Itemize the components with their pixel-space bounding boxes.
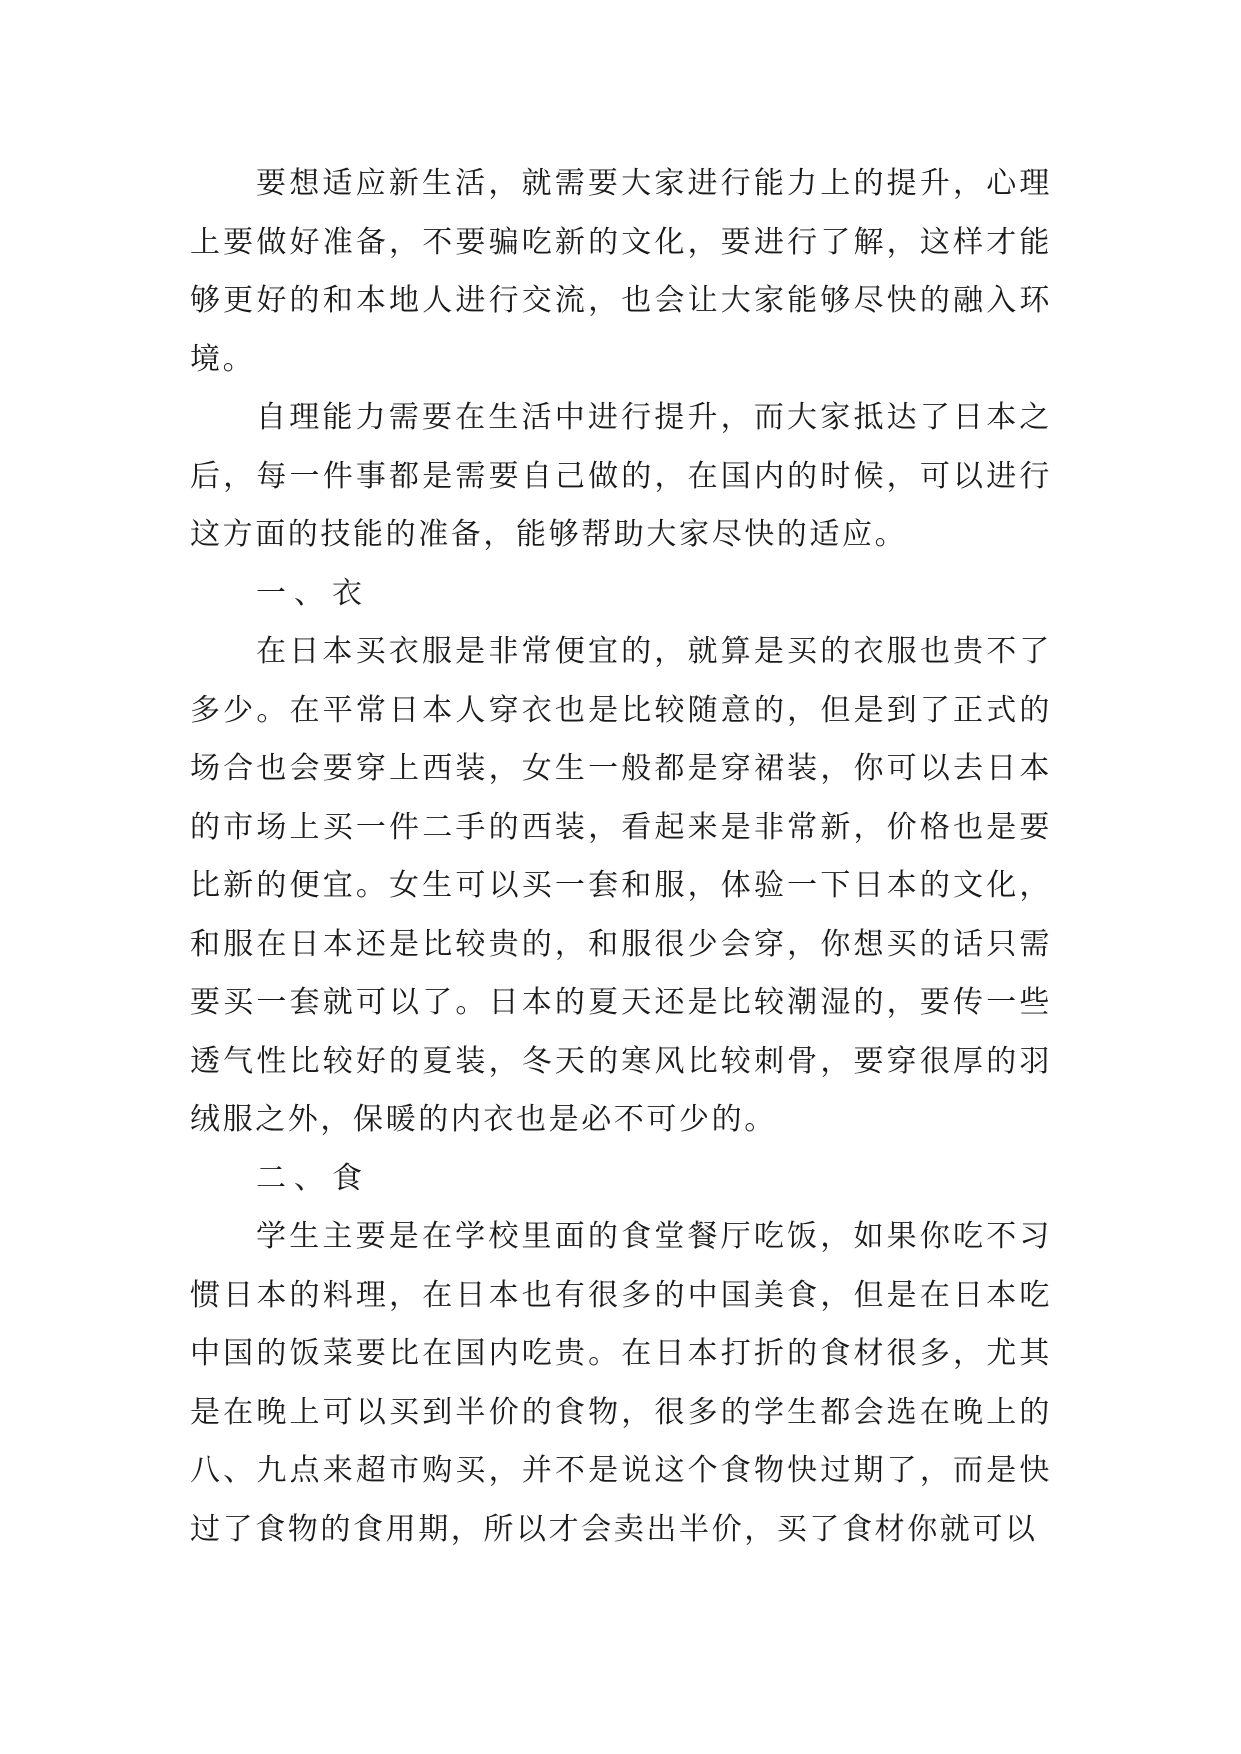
document-body xyxy=(190,155,1052,1559)
section-heading-food: 二、食 xyxy=(256,1160,370,1196)
paragraph-adapt-new-life: 要想适应新生活，就需要大家进行能力上的提升，心理上要做好准备，不要骗吃新的文化，要进行了解，这样才能够更好的和本地人进行交流，也会让大家能够尽快的融入环境。 xyxy=(190,166,1052,377)
paragraph-self-care: 自理能力需要在生活中进行提升，而大家抵达了日本之后，每一件事都是需要自己做的，在国内的时候，可以进行这方面的技能的准备，能够帮助大家尽快的适应。 xyxy=(190,400,1052,552)
paragraph-food: 学生主要是在学校里面的食堂餐厅吃饭，如果你吃不习惯日本的料理，在日本也有很多的中国美食，但是在日本吃中国的饭菜要比在国内吃贵。在日本打折的食材很多，尤其是在晚上可以买到半价的食物，很多的学生都会选在晚上的八、九点来超市购买，并不是说这个食物快过期了，而是快过了食物的食用期，所以才会卖出半价，买了食材你就可以 xyxy=(190,1219,1052,1547)
paragraph-clothing: 在日本买衣服是非常便宜的，就算是买的衣服也贵不了多少。在平常日本人穿衣也是比较随意的，但是到了正式的场合也会要穿上西装，女生一般都是穿裙装，你可以去日本的市场上买一件二手的西装，看起来是非常新，价格也是要比新的便宜。女生可以买一套和服，体验一下日本的文化，和服在日本还是比较贵的，和服很少会穿，你想买的话只需要买一套就可以了。日本的夏天还是比较潮湿的，要传一些透气性比较好的夏装，冬天的寒风比较刺骨，要穿很厚的羽绒服之外，保暖的内衣也是必不可少的。 xyxy=(190,634,1052,1137)
section-heading-clothing: 一、衣 xyxy=(256,575,370,611)
